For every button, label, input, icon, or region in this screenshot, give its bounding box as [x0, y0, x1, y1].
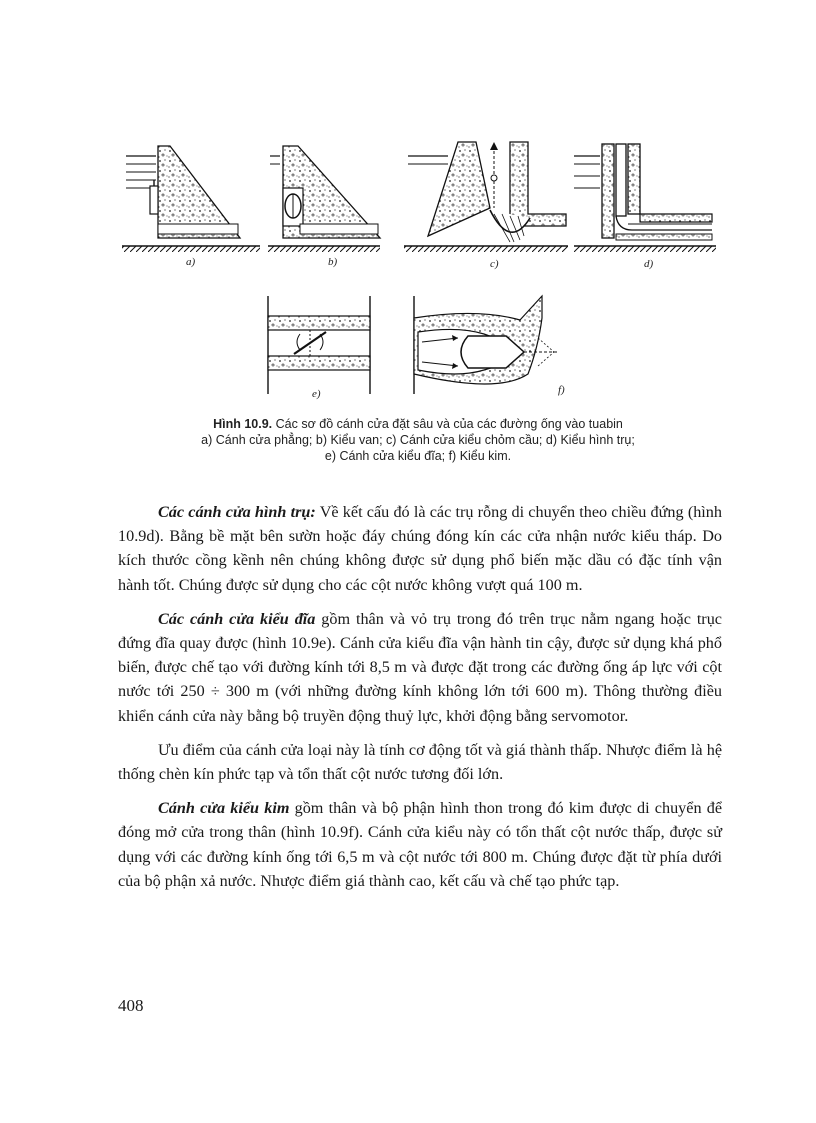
figure-10-9	[118, 138, 718, 416]
paragraph-needle-gates	[118, 796, 722, 893]
figure-drawing	[118, 138, 718, 416]
caption-title	[118, 416, 718, 432]
paragraph-lead: Các cánh cửa hình trụ:	[158, 503, 316, 521]
diagram-d	[574, 144, 716, 252]
diagram-f	[414, 296, 558, 394]
paragraph-cylindrical-gates	[118, 500, 722, 597]
caption-legend-line-2: e) Cánh cửa kiểu đĩa; f) Kiểu kim.	[324, 449, 512, 463]
body-text	[118, 500, 722, 903]
paragraph-pros-cons	[118, 738, 722, 786]
caption-legend-line-1: a) Cánh cửa phẳng; b) Kiểu van; c) Cánh cửa kiểu chỏm cầu; d) Kiểu hình trụ;	[201, 433, 635, 447]
paragraph-lead: Các cánh cửa kiểu đĩa	[158, 609, 316, 628]
page-number: 408	[118, 996, 144, 1015]
paragraph-text: gồm thân và vỏ trụ trong đó trên trục nằm ngang hoặc trục đứng đĩa quay được (hình 10.9e). Cánh cửa kiểu đĩa vận hành tin cậy, được sử dụng khá phổ biến, được chế tạo với đường kính tới 8,5 m và được đặt trong các đường ống áp lực với cột nước tới 250 ÷ 300 m (với những đường kính không lớn tới 600 m). Thông thường điều khiển cánh cửa này bằng bộ truyền động thuỷ lực, khởi động bằng servomotor.	[118, 609, 722, 725]
figure-label-c: c)	[490, 258, 499, 270]
paragraph-text: Ưu điểm của cánh cửa loại này là tính cơ động tốt và giá thành thấp. Nhược điểm là hệ thống chèn kín phức tạp và tổn thất cột nước tương đối lớn.	[118, 740, 722, 784]
figure-caption	[118, 416, 718, 464]
caption-title-text: Các sơ đồ cánh cửa đặt sâu và của các đường ống vào tuabin	[275, 417, 623, 431]
diagram-b	[268, 146, 380, 252]
paragraph-disk-gates	[118, 607, 722, 728]
diagram-a	[122, 146, 260, 252]
caption-number: Hình 10.9.	[213, 417, 273, 431]
figure-label-d: d)	[644, 258, 654, 270]
diagram-e	[268, 296, 370, 394]
figure-label-b: b)	[328, 256, 338, 268]
paragraph-lead: Cánh cửa kiểu kim	[158, 799, 290, 818]
figure-label-e: e)	[312, 388, 321, 400]
paragraph-text: gồm thân và bộ phận hình thon trong đó kim được di chuyển để đóng mở cửa trong thân (hình 10.9f). Cánh cửa kiểu này có tổn thất cột nước thấp, được sử dụng với các đường kính ống tới 6,5 m và cột nước tới 800 m. Chúng được đặt từ phía dưới của bộ phận xả nước. Nhược điểm giá thành cao, kết cấu và chế tạo phức tạp.	[118, 799, 723, 890]
figure-label-a: a)	[186, 256, 196, 268]
figure-label-f: f)	[558, 384, 565, 396]
diagram-c	[404, 142, 568, 252]
paragraph-text: Về kết cấu đó là các trụ rỗng di chuyển theo chiều đứng (hình 10.9d). Bằng bề mặt bên sườn hoặc đáy chúng đóng kín các cửa nhận nước kiểu tháp. Do kích thước cồng kềnh nên chúng không được sử dụng phổ biến mặc dầu có đặc tính vận hành tốt. Chúng được sử dụng cho các cột nước không vượt quá 100 m.	[118, 503, 722, 594]
